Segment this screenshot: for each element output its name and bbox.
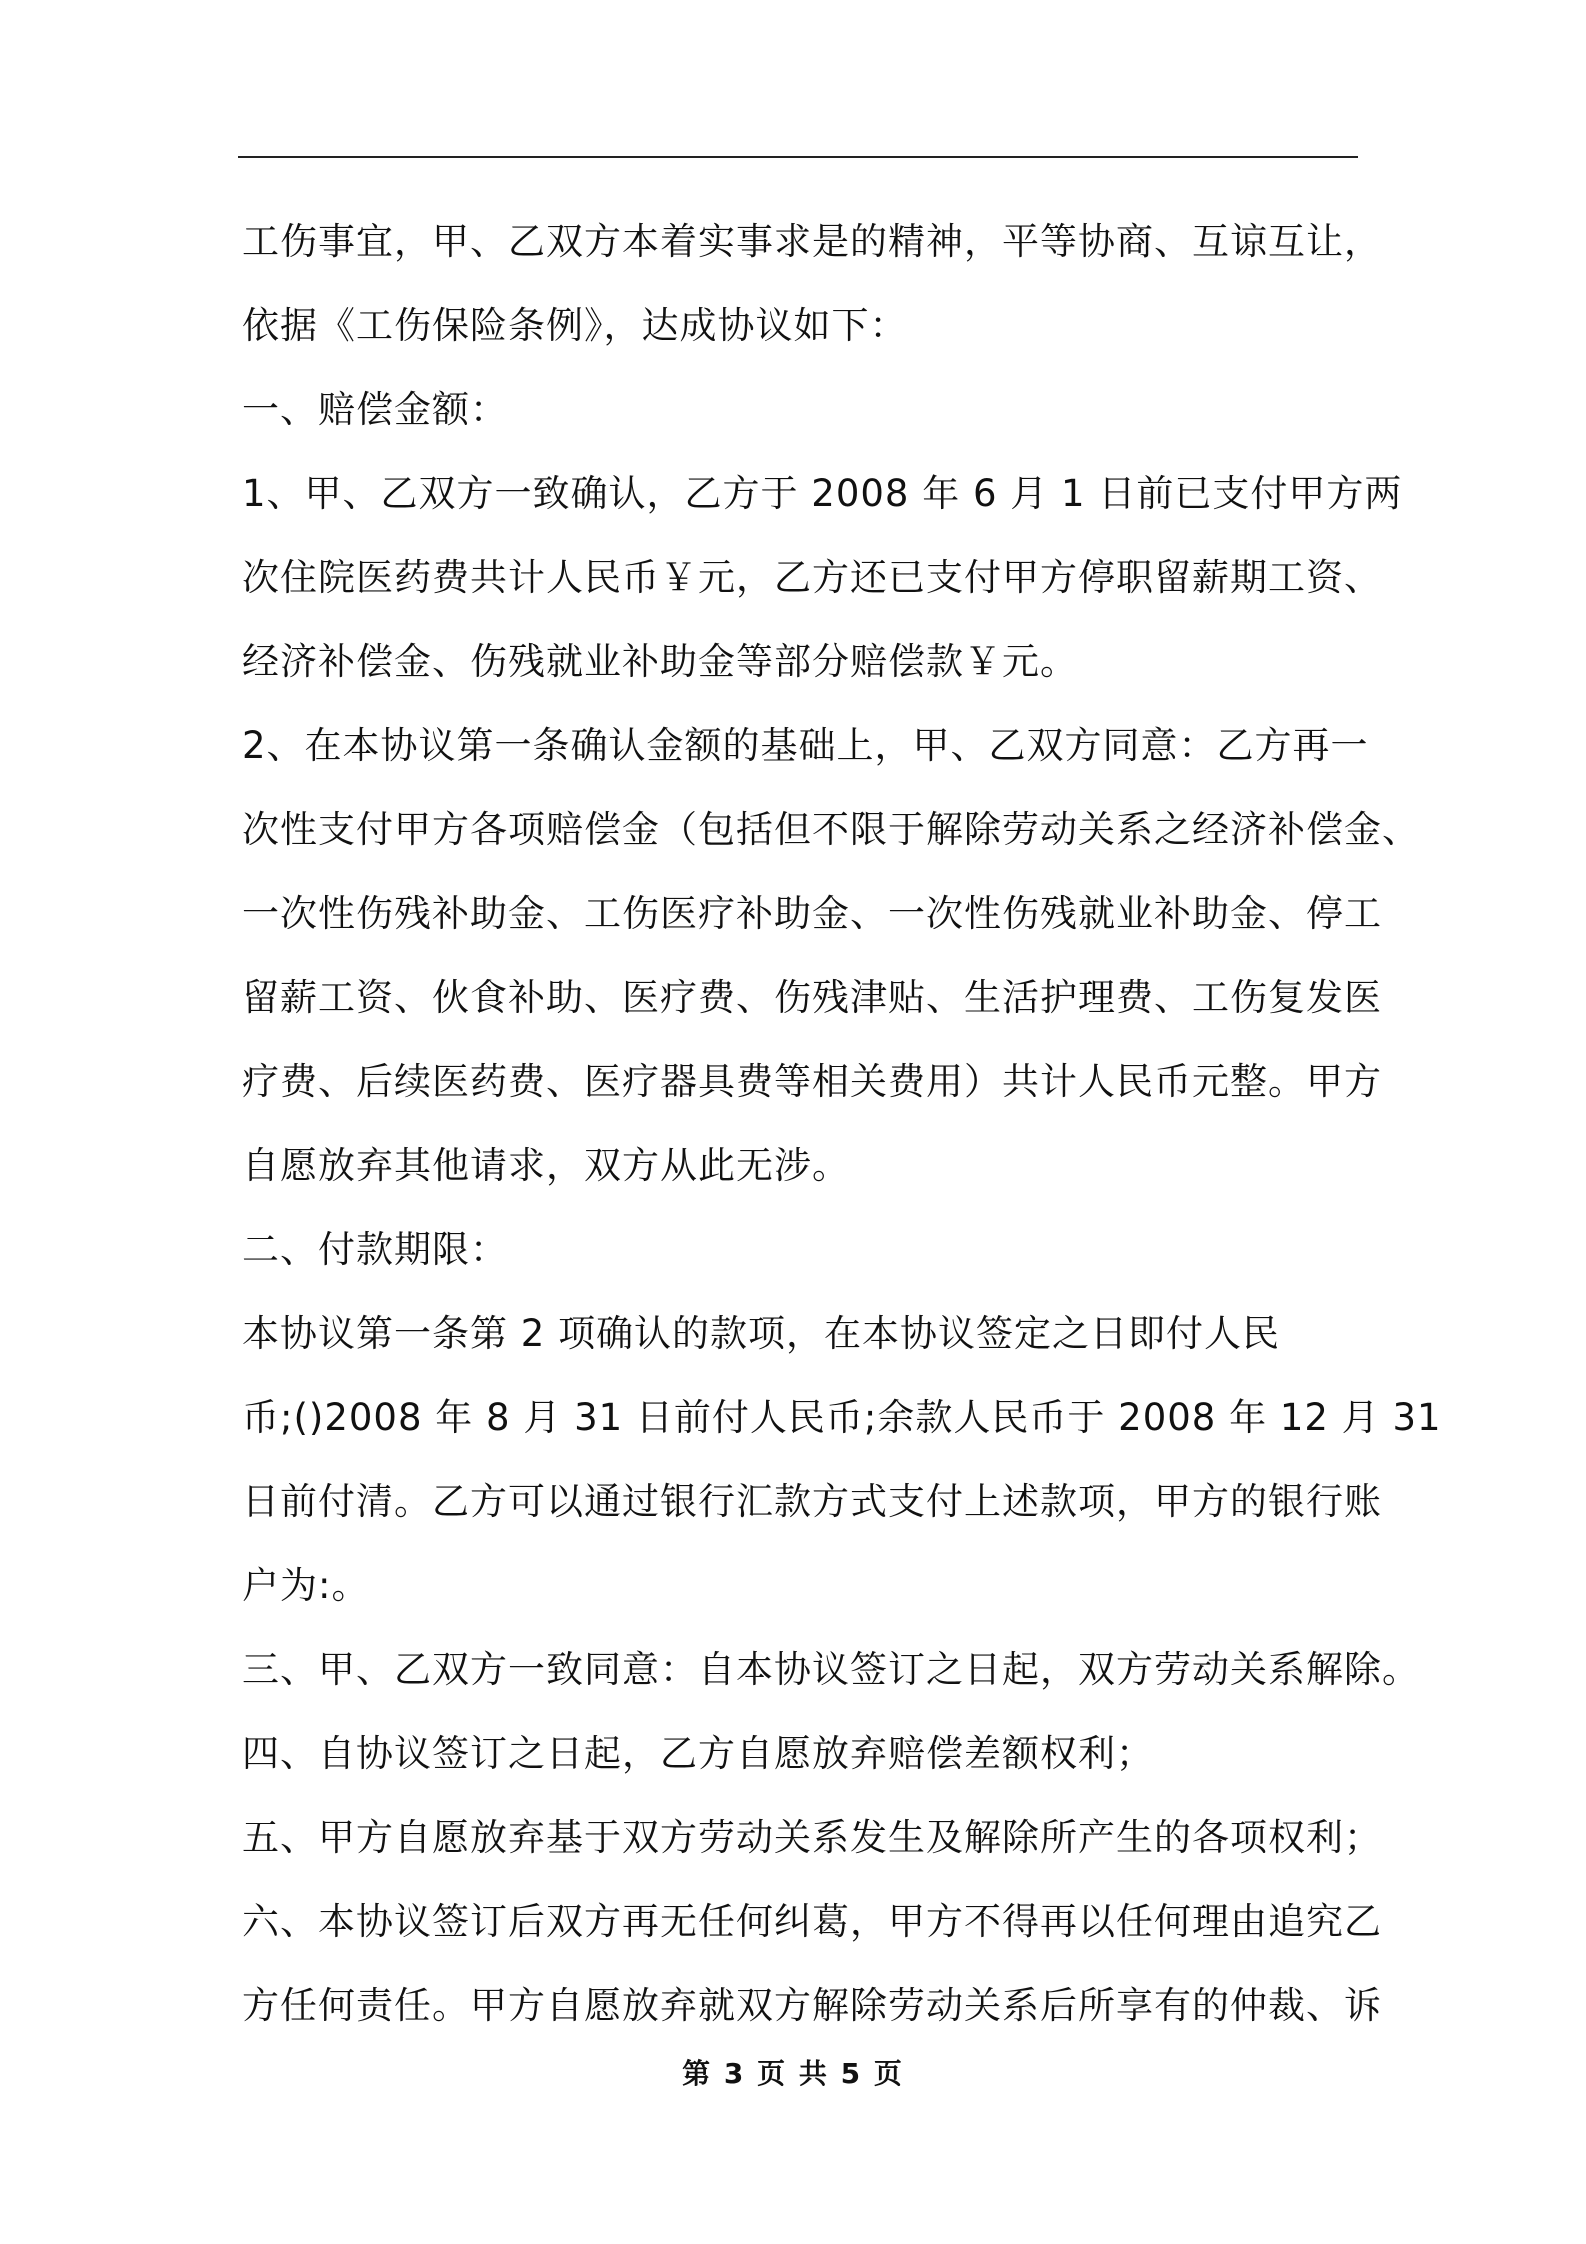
text-line: 依据《工伤保险条例》，达成协议如下： [242, 304, 908, 347]
document-body [242, 200, 1442, 2048]
text-line: 自愿放弃其他请求，双方从此无涉。 [242, 1144, 850, 1187]
text-line: 疗费、后续医药费、医疗器具费等相关费用）共计人民币元整。甲方 [242, 1060, 1382, 1103]
text-line: 六、本协议签订后双方再无任何纠葛，甲方不得再以任何理由追究乙 [242, 1900, 1382, 1943]
text-line: 1、甲、乙双方一致确认，乙方于 2008 年 6 月 1 日前已支付甲方两 [242, 472, 1403, 515]
text-line: 日前付清。乙方可以通过银行汇款方式支付上述款项，甲方的银行账 [242, 1480, 1382, 1523]
text-line: 三、甲、乙双方一致同意：自本协议签订之日起，双方劳动关系解除。 [242, 1648, 1420, 1691]
text-line: 方任何责任。甲方自愿放弃就双方解除劳动关系后所享有的仲裁、诉 [242, 1984, 1382, 2027]
section-heading: 二、付款期限： [242, 1228, 508, 1271]
text-line: 五、甲方自愿放弃基于双方劳动关系发生及解除所产生的各项权利； [242, 1816, 1382, 1859]
text-line: 本协议第一条第 2 项确认的款项，在本协议签定之日即付人民 [242, 1312, 1281, 1355]
text-line: 2、在本协议第一条确认金额的基础上，甲、乙双方同意：乙方再一 [242, 724, 1369, 767]
text-line: 留薪工资、伙食补助、医疗费、伤残津贴、生活护理费、工伤复发医 [242, 976, 1382, 1019]
text-line: 工伤事宜，甲、乙双方本着实事求是的精神，平等协商、互谅互让， [242, 220, 1382, 263]
header-rule [238, 156, 1358, 158]
section-heading: 一、赔偿金额： [242, 388, 508, 431]
text-line: 户为:。 [242, 1564, 370, 1607]
text-line: 次住院医药费共计人民币￥元，乙方还已支付甲方停职留薪期工资、 [242, 556, 1382, 599]
text-line: 四、自协议签订之日起，乙方自愿放弃赔偿差额权利； [242, 1732, 1154, 1775]
text-line: 一次性伤残补助金、工伤医疗补助金、一次性伤残就业补助金、停工 [242, 892, 1382, 935]
text-line: 经济补偿金、伤残就业补助金等部分赔偿款￥元。 [242, 640, 1078, 683]
page-number: 第 3 页 共 5 页 [682, 2057, 904, 2090]
text-line: 币;()2008 年 8 月 31 日前付人民币;余款人民币于 2008 年 12 月 31 [242, 1396, 1442, 1439]
text-line: 次性支付甲方各项赔偿金（包括但不限于解除劳动关系之经济补偿金、 [242, 808, 1420, 851]
